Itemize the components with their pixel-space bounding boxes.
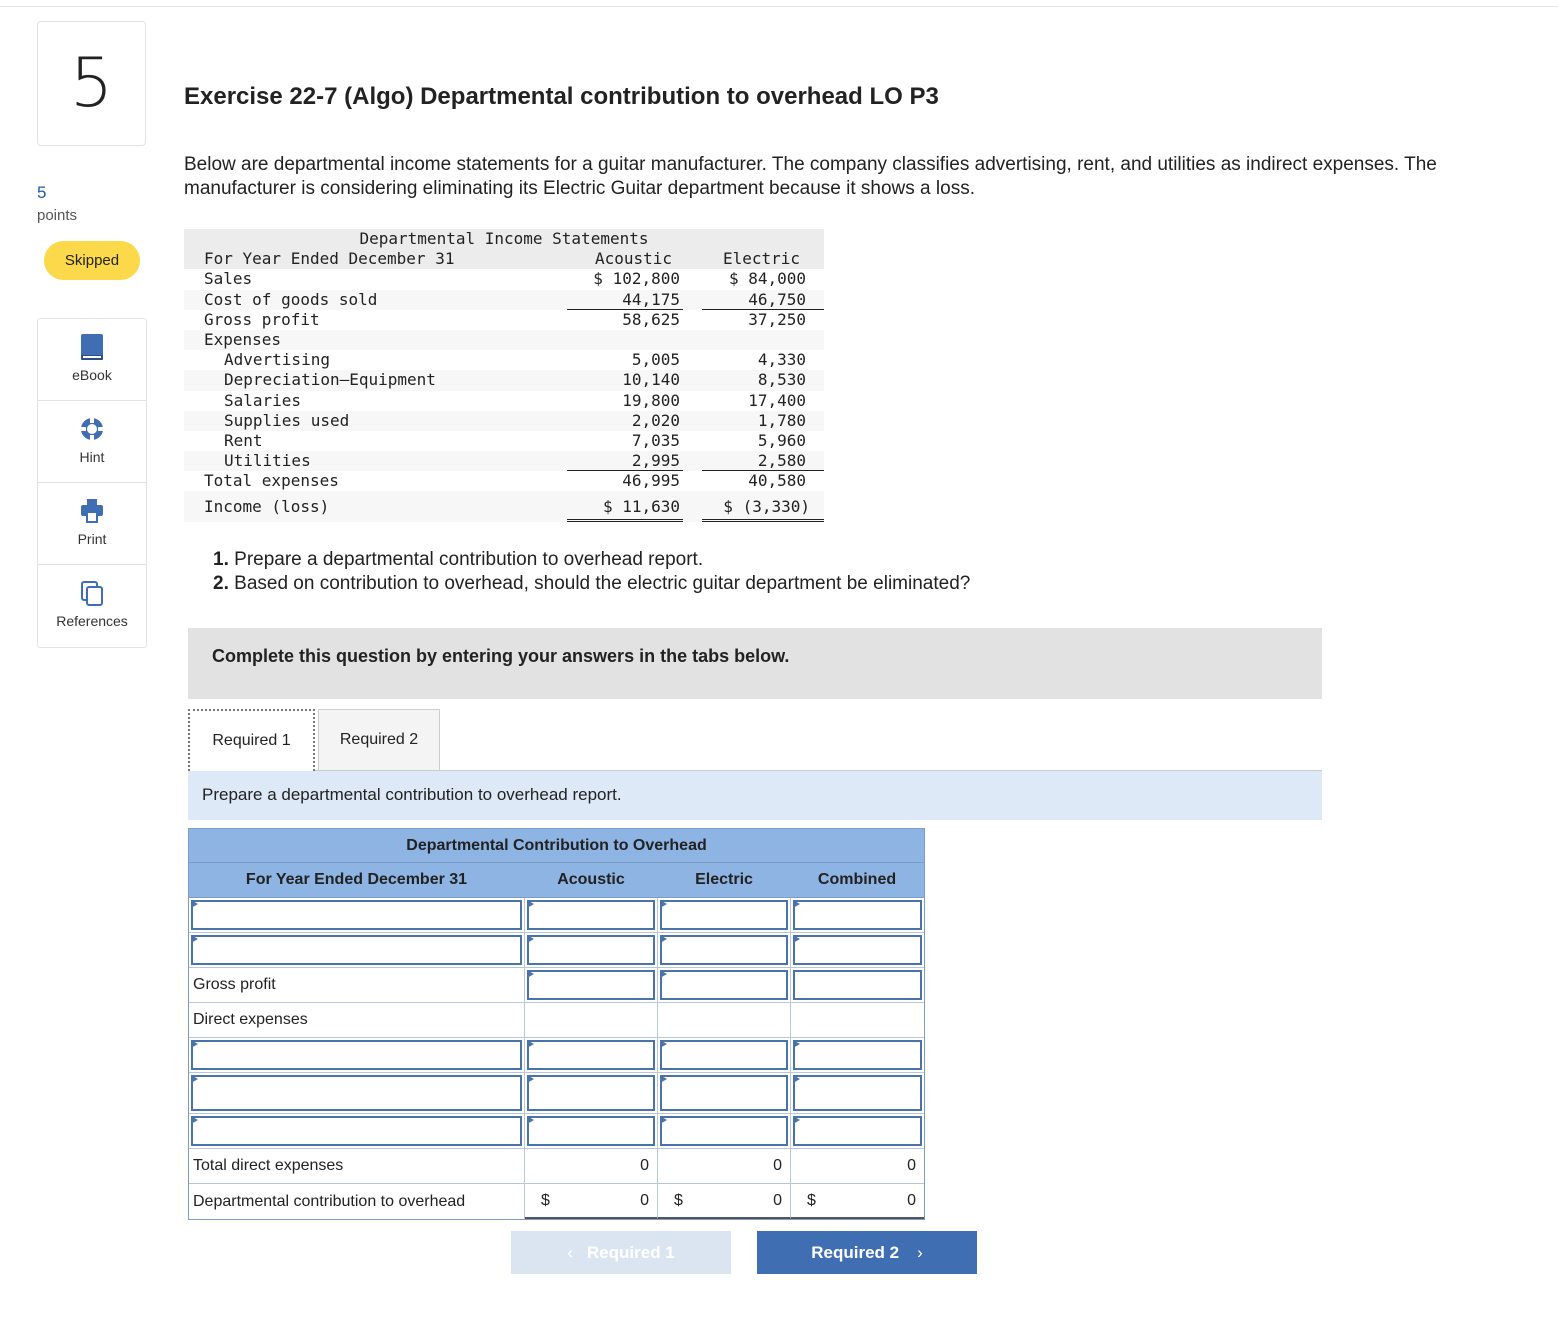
statement-acoustic: 46,995	[622, 471, 680, 491]
hint-button[interactable]	[38, 401, 146, 483]
question-number: 5	[69, 44, 114, 123]
requirement-2-text: Based on contribution to overhead, should the electric guitar department be eliminated?	[234, 573, 971, 594]
ebook-button[interactable]	[38, 319, 146, 401]
statement-electric: 1,780	[757, 410, 806, 430]
statement-row	[184, 491, 824, 522]
requirement-2-number: 2.	[213, 573, 229, 594]
statement-electric: 40,580	[748, 471, 806, 491]
statement-row	[184, 350, 824, 370]
question-number-box	[37, 21, 146, 146]
requirement-1-number: 1.	[213, 549, 229, 570]
grid-direct-expenses-row	[189, 1003, 924, 1038]
double-underline	[702, 521, 824, 522]
contrib-electric: 0	[773, 1191, 782, 1209]
combined-input[interactable]	[793, 1116, 922, 1146]
statement-label: Income (loss)	[204, 497, 330, 517]
statement-title-row	[184, 229, 824, 249]
statement-acoustic: 58,625	[622, 309, 680, 329]
statement-electric: 17,400	[748, 390, 806, 410]
prev-button-label: Required 1	[586, 1242, 675, 1262]
statement-acoustic: 10,140	[622, 370, 680, 390]
currency-symbol: $	[807, 1191, 816, 1209]
requirement-1	[213, 548, 970, 572]
contribution-label: Departmental contribution to overhead	[189, 1184, 525, 1219]
acoustic-input[interactable]	[527, 1040, 655, 1070]
exercise-title: Exercise 22-7 (Algo) Departmental contribution to overhead LO P3	[184, 83, 939, 110]
requirement-2	[213, 572, 970, 596]
next-button-label: Required 2	[811, 1242, 900, 1262]
income-statement	[184, 229, 824, 522]
electric-input[interactable]	[660, 935, 788, 965]
currency-symbol: $	[541, 1191, 550, 1209]
statement-acoustic: 7,035	[631, 430, 680, 450]
total-acoustic: 0	[640, 1157, 649, 1174]
ebook-label: eBook	[72, 367, 112, 383]
statement-electric: 37,250	[748, 309, 806, 329]
acoustic-input[interactable]	[527, 1116, 655, 1146]
statement-label: Cost of goods sold	[204, 289, 378, 309]
statement-header-row	[184, 249, 824, 269]
double-underline	[702, 519, 824, 520]
tab-instruction: Prepare a departmental contribution to overhead report.	[188, 771, 1322, 820]
combined-input[interactable]	[793, 900, 922, 930]
statement-col-acoustic: Acoustic	[594, 249, 672, 269]
statement-electric: 8,530	[757, 370, 806, 390]
statement-row	[184, 411, 824, 431]
statement-label: Total expenses	[204, 471, 339, 491]
statement-electric: $ 84,000	[728, 269, 806, 289]
tab-required-1[interactable]: Required 1	[188, 709, 315, 771]
copy-pages-icon	[79, 579, 105, 607]
chevron-right-icon: ›	[917, 1242, 923, 1262]
statement-row	[184, 269, 824, 289]
status-badge: Skipped	[44, 241, 140, 280]
combined-input[interactable]	[793, 935, 922, 965]
statement-period: For Year Ended December 31	[204, 249, 455, 269]
statement-acoustic: 5,005	[631, 350, 680, 370]
statement-row	[184, 391, 824, 411]
grid-input-row	[189, 933, 924, 968]
references-button[interactable]	[38, 565, 146, 647]
statement-row	[184, 370, 824, 390]
grid-col-period: For Year Ended December 31	[189, 863, 525, 897]
statement-row	[184, 310, 824, 330]
grid-header-row	[189, 863, 924, 898]
grid-contribution-row	[189, 1184, 924, 1219]
points-value: 5	[37, 183, 47, 202]
acoustic-input[interactable]	[527, 970, 655, 1000]
electric-input[interactable]	[660, 1040, 788, 1070]
statement-acoustic: $ 11,630	[602, 497, 680, 517]
tools-rail	[37, 318, 147, 648]
total-direct-label: Total direct expenses	[189, 1149, 525, 1183]
electric-input[interactable]	[660, 1075, 788, 1111]
double-underline	[567, 519, 683, 520]
currency-symbol: $	[674, 1191, 683, 1209]
combined-input[interactable]	[793, 970, 922, 1000]
label-select[interactable]	[191, 900, 522, 930]
grid-total-direct-row	[189, 1149, 924, 1184]
grid-input-row	[189, 1073, 924, 1114]
contrib-combined: 0	[907, 1191, 916, 1209]
grid-input-row	[189, 898, 924, 933]
combined-input[interactable]	[793, 1040, 922, 1070]
print-label: Print	[77, 531, 107, 547]
statement-row	[184, 330, 824, 350]
statement-row	[184, 471, 824, 491]
next-required-button[interactable]	[757, 1231, 977, 1274]
statement-electric: 5,960	[757, 430, 806, 450]
gross-profit-label: Gross profit	[189, 968, 525, 1002]
statement-electric: 2,580	[757, 451, 806, 471]
contrib-acoustic: 0	[640, 1191, 649, 1209]
label-select[interactable]	[191, 1075, 522, 1111]
statement-acoustic: 2,995	[631, 451, 680, 471]
grid-col-electric: Electric	[658, 863, 791, 897]
statement-label: Gross profit	[204, 309, 320, 329]
grid-input-row	[189, 1038, 924, 1073]
electric-input[interactable]	[660, 970, 788, 1000]
electric-input[interactable]	[660, 1116, 788, 1146]
statement-acoustic: $ 102,800	[593, 269, 680, 289]
direct-expenses-label: Direct expenses	[189, 1003, 525, 1037]
statement-acoustic: 44,175	[622, 289, 680, 309]
statement-row	[184, 451, 824, 471]
statement-label: Utilities	[224, 451, 311, 471]
statement-electric: 4,330	[757, 350, 806, 370]
requirement-1-text: Prepare a departmental contribution to overhead report.	[234, 549, 704, 570]
label-select[interactable]	[191, 1040, 522, 1070]
label-select[interactable]	[191, 935, 522, 965]
electric-input[interactable]	[660, 900, 788, 930]
acoustic-input[interactable]	[527, 935, 655, 965]
contribution-grid	[188, 828, 925, 1220]
statement-label: Depreciation—Equipment	[224, 370, 436, 390]
statement-label: Rent	[224, 430, 263, 450]
statement-col-electric: Electric	[722, 249, 800, 269]
lifebuoy-icon	[79, 415, 105, 443]
statement-label: Salaries	[224, 390, 302, 410]
statement-title: Departmental Income Statements	[359, 229, 649, 248]
statement-acoustic: 2,020	[631, 410, 680, 430]
statement-row	[184, 290, 824, 310]
grid-title: Departmental Contribution to Overhead	[189, 829, 924, 863]
complete-note: Complete this question by entering your answers in the tabs below.	[188, 628, 1322, 699]
statement-label: Supplies used	[224, 410, 350, 430]
acoustic-input[interactable]	[527, 900, 655, 930]
requirements-list	[213, 548, 970, 596]
hint-label: Hint	[79, 449, 105, 465]
statement-label: Expenses	[204, 329, 282, 349]
combined-input[interactable]	[793, 1075, 922, 1111]
label-select[interactable]	[191, 1116, 522, 1146]
statement-row	[184, 431, 824, 451]
points-label: points	[37, 207, 78, 224]
grid-input-row	[189, 1114, 924, 1149]
book-icon	[79, 333, 105, 361]
statement-label: Sales	[204, 269, 253, 289]
acoustic-input[interactable]	[527, 1075, 655, 1111]
total-combined: 0	[907, 1157, 916, 1174]
exercise-intro: Below are departmental income statements for a guitar manufacturer. The company classifies advertising, rent, and utilities as indirect expenses. The manufacturer is considering eliminating its Electric Guitar department because it shows a loss.	[184, 154, 1437, 199]
references-label: References	[56, 613, 128, 629]
grid-gross-profit-row	[189, 968, 924, 1003]
top-divider	[0, 6, 1558, 7]
print-button[interactable]	[38, 483, 146, 565]
statement-label: Advertising	[224, 350, 330, 370]
chevron-left-icon: ‹	[567, 1242, 573, 1262]
grid-col-acoustic: Acoustic	[525, 863, 658, 897]
statement-electric: 46,750	[748, 289, 806, 309]
statement-acoustic: 19,800	[622, 390, 680, 410]
total-electric: 0	[773, 1157, 782, 1174]
grid-col-combined: Combined	[791, 863, 924, 897]
tab-required-2[interactable]: Required 2	[318, 709, 440, 771]
double-underline	[567, 521, 683, 522]
prev-required-button[interactable]	[511, 1231, 731, 1274]
statement-electric: $ (3,330)	[723, 497, 810, 517]
printer-icon	[79, 497, 105, 525]
